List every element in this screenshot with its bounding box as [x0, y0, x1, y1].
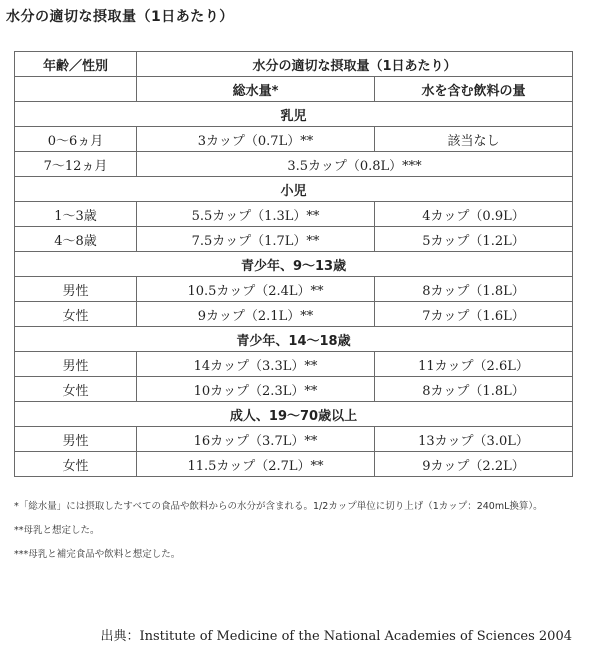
beverages-cell: 該当なし: [375, 127, 573, 152]
row-label: 男性: [15, 352, 137, 377]
table-row: [15, 452, 573, 477]
footnote-total-water: *「総水量」には摂取したすべての食品や飲料からの水分が含まれる。1/2カップ単位に切り上げ（1カップ：240mL換算）。: [14, 501, 543, 512]
row-label: 男性: [15, 277, 137, 302]
row-label: 女性: [15, 377, 137, 402]
group-heading: 乳児: [15, 102, 573, 127]
row-label: 7〜12ヵ月: [15, 152, 137, 177]
header-intake: 水分の適切な摂取量（1日あたり）: [137, 52, 573, 77]
footnotes: [14, 500, 584, 572]
table-row: [15, 127, 573, 152]
beverages-cell: 4カップ（0.9L）: [375, 202, 573, 227]
total-cell: 10.5カップ（2.4L）**: [137, 277, 375, 302]
group-heading: 青少年、9〜13歳: [15, 252, 573, 277]
beverages-cell: 9カップ（2.2L）: [375, 452, 573, 477]
merged-cell: 3.5カップ（0.8L）***: [137, 152, 573, 177]
table-row: [15, 277, 573, 302]
total-cell: 11.5カップ（2.7L）**: [137, 452, 375, 477]
beverages-cell: 8カップ（1.8L）: [375, 277, 573, 302]
row-label: 男性: [15, 427, 137, 452]
table-row: [15, 202, 573, 227]
beverages-cell: 8カップ（1.8L）: [375, 377, 573, 402]
header-beverages: 水を含む飲料の量: [375, 77, 573, 102]
group-heading: 小児: [15, 177, 573, 202]
header-age-sex: 年齢／性別: [15, 52, 137, 77]
beverages-cell: 5カップ（1.2L）: [375, 227, 573, 252]
table-row: [15, 152, 573, 177]
footnote-breast-milk: **母乳と想定した。: [14, 525, 100, 536]
table-row: [15, 352, 573, 377]
total-cell: 5.5カップ（1.3L）**: [137, 202, 375, 227]
total-cell: 7.5カップ（1.7L）**: [137, 227, 375, 252]
row-label: 女性: [15, 452, 137, 477]
water-intake-table: [14, 51, 573, 477]
page-title: 水分の適切な摂取量（1日あたり）: [6, 9, 234, 25]
footnote-complementary-food: ***母乳と補完食品や飲料と想定した。: [14, 549, 181, 560]
group-heading: 成人、19〜70歳以上: [15, 402, 573, 427]
row-label: 4〜8歳: [15, 227, 137, 252]
total-cell: 9カップ（2.1L）**: [137, 302, 375, 327]
table-row: [15, 227, 573, 252]
row-label: 0〜6ヵ月: [15, 127, 137, 152]
source-citation: 出典：Institute of Medicine of the National Academies of Sciences 2004: [100, 629, 572, 644]
group-heading: 青少年、14〜18歳: [15, 327, 573, 352]
header-empty-cell: [15, 77, 137, 102]
total-cell: 16カップ（3.7L）**: [137, 427, 375, 452]
header-total: 総水量*: [137, 77, 375, 102]
beverages-cell: 11カップ（2.6L）: [375, 352, 573, 377]
beverages-cell: 13カップ（3.0L）: [375, 427, 573, 452]
beverages-cell: 7カップ（1.6L）: [375, 302, 573, 327]
total-cell: 14カップ（3.3L）**: [137, 352, 375, 377]
table-row: [15, 377, 573, 402]
row-label: 女性: [15, 302, 137, 327]
row-label: 1〜3歳: [15, 202, 137, 227]
table-row: [15, 302, 573, 327]
table-row: [15, 427, 573, 452]
total-cell: 3カップ（0.7L）**: [137, 127, 375, 152]
total-cell: 10カップ（2.3L）**: [137, 377, 375, 402]
